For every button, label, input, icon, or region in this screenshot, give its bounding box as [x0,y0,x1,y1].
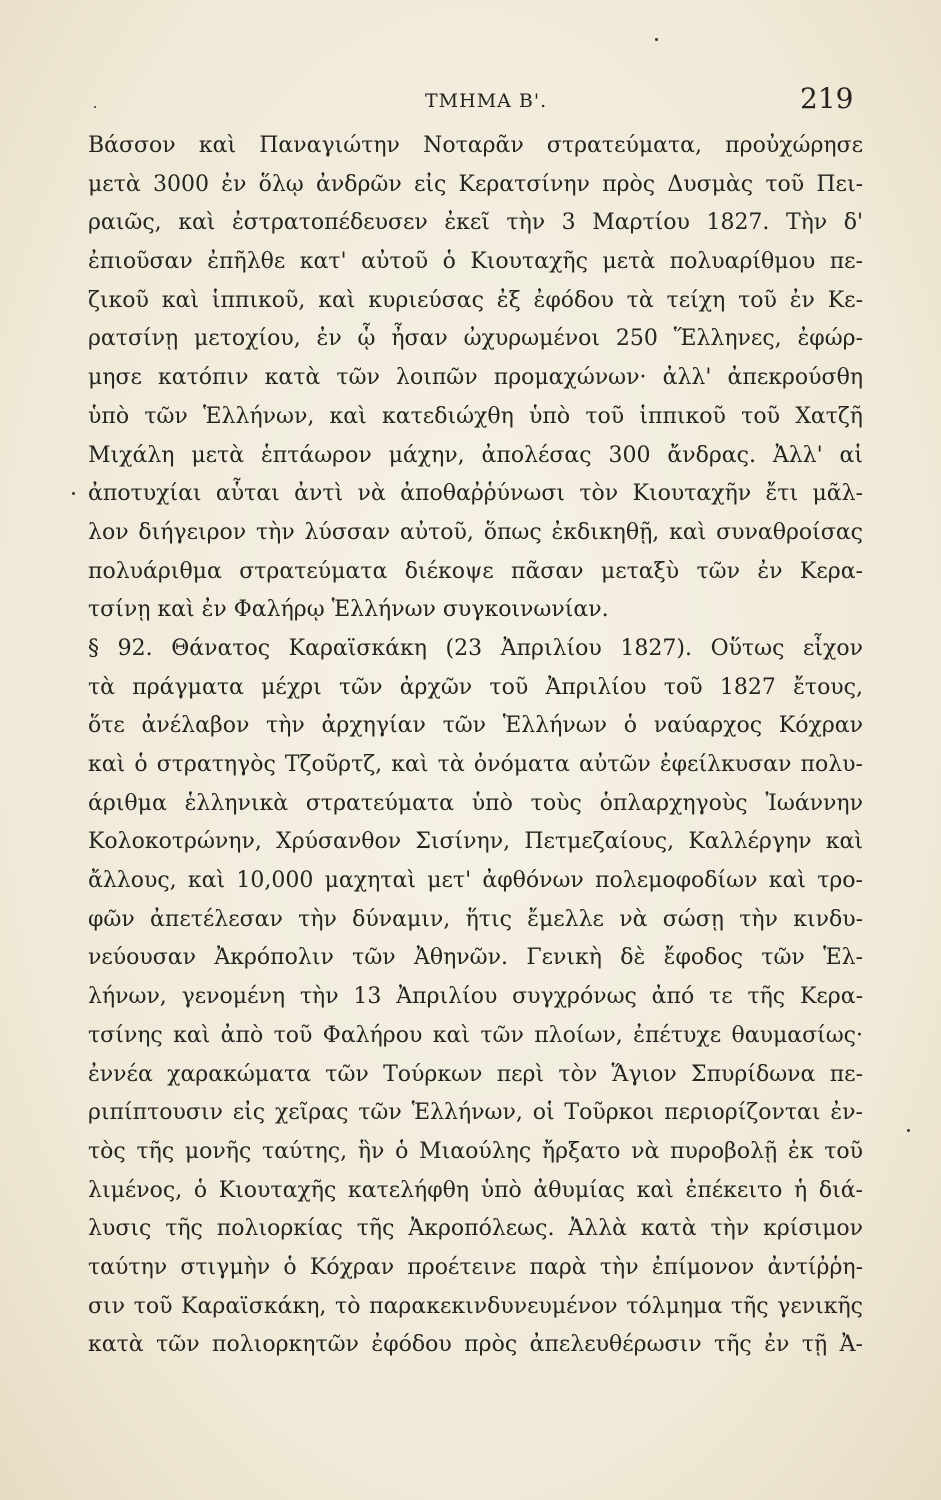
text-line: λήνων, γενομένη τὴν 13 Ἀπριλίου συγχρόνως ἀπό τε τῆς Κερα- [88,984,863,1010]
text-line: τὰ πράγματα μέχρι τῶν ἀρχῶν τοῦ Ἀπριλίου τοῦ 1827 ἔτους, [88,674,863,700]
text-line: πολυάριθμα στρατεύματα διέκοψε πᾶσαν μεταξὺ τῶν ἐν Κερα- [88,558,863,584]
running-head: ΤΜΗΜΑ Β'. [425,90,548,112]
text-line: νεύουσαν Ἀκρόπολιν τῶν Ἀθηνῶν. Γενικὴ δὲ ἔφοδος τῶν Ἑλ- [88,945,863,971]
text-line: μετὰ 3000 ἐν ὅλῳ ἀνδρῶν εἰς Κερατσίνην πρὸς Δυσμὰς τοῦ Πει- [88,171,863,197]
text-line: ἐννέα χαρακώματα τῶν Τούρκων περὶ τὸν Ἅγιον Σπυρίδωνα πε- [88,1061,863,1087]
text-line: τσίνης καὶ ἀπὸ τοῦ Φαλήρου καὶ τῶν πλοίων, ἐπέτυχε θαυμασίως· [88,1022,863,1048]
text-line: ταύτην στιγμὴν ὁ Κόχραν προέτεινε παρὰ τὴν ἐπίμονον ἀντίῤῥη- [88,1254,863,1280]
text-line: ὅτε ἀνέλαβον τὴν ἀρχηγίαν τῶν Ἑλλήνων ὁ ναύαρχος Κόχραν [88,713,863,739]
text-line: κατὰ τῶν πολιορκητῶν ἐφόδου πρὸς ἀπελευθέρωσιν τῆς ἐν τῇ Ἀ- [88,1332,863,1358]
text-line: τὸς τῆς μονῆς ταύτης, ἣν ὁ Μιαούλης ἤρξατο νὰ πυροβολῇ ἐκ τοῦ [88,1138,863,1164]
text-line: ἄλλους, καὶ 10,000 μαχηταὶ μετ' ἀφθόνων πολεμοφοδίων καὶ τρο- [88,868,863,894]
text-line: σιν τοῦ Καραϊσκάκη, τὸ παρακεκινδυνευμένον τόλμημα τῆς γενικῆς [88,1293,863,1319]
text-line: ριπίπτουσιν εἰς χεῖρας τῶν Ἑλλήνων, οἱ Τοῦρκοι περιορίζονται ἐν- [88,1100,863,1126]
ink-speck [907,1129,910,1132]
body-text [88,127,863,1365]
text-line: Κολοκοτρώνην, Χρύσανθον Σισίνην, Πετμεζαίους, Καλλέργην καὶ [88,829,863,855]
text-line: μησε κατόπιν κατὰ τῶν λοιπῶν προμαχώνων· ἀλλ' ἀπεκρούσθη [88,365,863,391]
text-line: ἐπιοῦσαν ἐπῆλθε κατ' αὐτοῦ ὁ Κιουταχῆς μετὰ πολυαρίθμου πε- [88,249,863,275]
page-number: 219 [800,82,854,115]
text-line: φῶν ἀπετέλεσαν τὴν δύναμιν, ἥτις ἔμελλε νὰ σώσῃ τὴν κινδυ- [88,906,863,932]
text-line: ζικοῦ καὶ ἱππικοῦ, καὶ κυριεύσας ἐξ ἐφόδου τὰ τείχη τοῦ ἐν Κε- [88,287,863,313]
section-heading-line: § 92. Θάνατος Καραϊσκάκη (23 Ἀπριλίου 1827). Οὕτως εἶχον [88,635,863,661]
text-line: άριθμα ἑλληνικὰ στρατεύματα ὑπὸ τοὺς ὁπλαρχηγοὺς Ἰωάννην [88,790,863,816]
text-line: ρατσίνῃ μετοχίου, ἐν ᾧ ἦσαν ὠχυρωμένοι 250 Ἕλληνες, ἐφώρ- [88,326,863,352]
ink-speck [655,38,658,41]
ink-speck [72,492,75,495]
text-line: καὶ ὁ στρατηγὸς Τζοῦρτζ, καὶ τὰ ὀνόματα αὐτῶν ἐφείλκυσαν πολυ- [88,752,863,777]
text-line: Μιχάλη μετὰ ἑπτάωρον μάχην, ἀπολέσας 300 ἄνδρας. Ἀλλ' αἱ [88,442,863,468]
page-header [0,78,941,118]
text-line: ὑπὸ τῶν Ἑλλήνων, καὶ κατεδιώχθη ὑπὸ τοῦ ἱππικοῦ τοῦ Χατζῆ [88,403,863,429]
text-line: ραιῶς, καὶ ἐστρατοπέδευσεν ἐκεῖ τὴν 3 Μαρτίου 1827. Τὴν δ' [88,210,863,236]
text-line: λιμένος, ὁ Κιουταχῆς κατελήφθη ὑπὸ ἀθυμίας καὶ ἐπέκειτο ἡ διά- [88,1177,863,1203]
text-line: Βάσσον καὶ Παναγιώτην Νοταρᾶν στρατεύματα, προὐχώρησε [88,133,863,158]
text-line: λυσις τῆς πολιορκίας τῆς Ἀκροπόλεως. Ἀλλὰ κατὰ τὴν κρίσιμον [88,1216,863,1242]
text-line: ἀποτυχίαι αὗται ἀντὶ νὰ ἀποθαῤῥύνωσι τὸν Κιουταχῆν ἔτι μᾶλ- [88,481,863,507]
ink-speck [94,106,96,108]
text-line: λον διήγειρον τὴν λύσσαν αὐτοῦ, ὅπως ἐκδικηθῇ, καὶ συναθροίσας [88,519,863,545]
text-line-paragraph-end: τσίνῃ καὶ ἐν Φαλήρῳ Ἑλλήνων συγκοινωνίαν. [88,597,609,623]
